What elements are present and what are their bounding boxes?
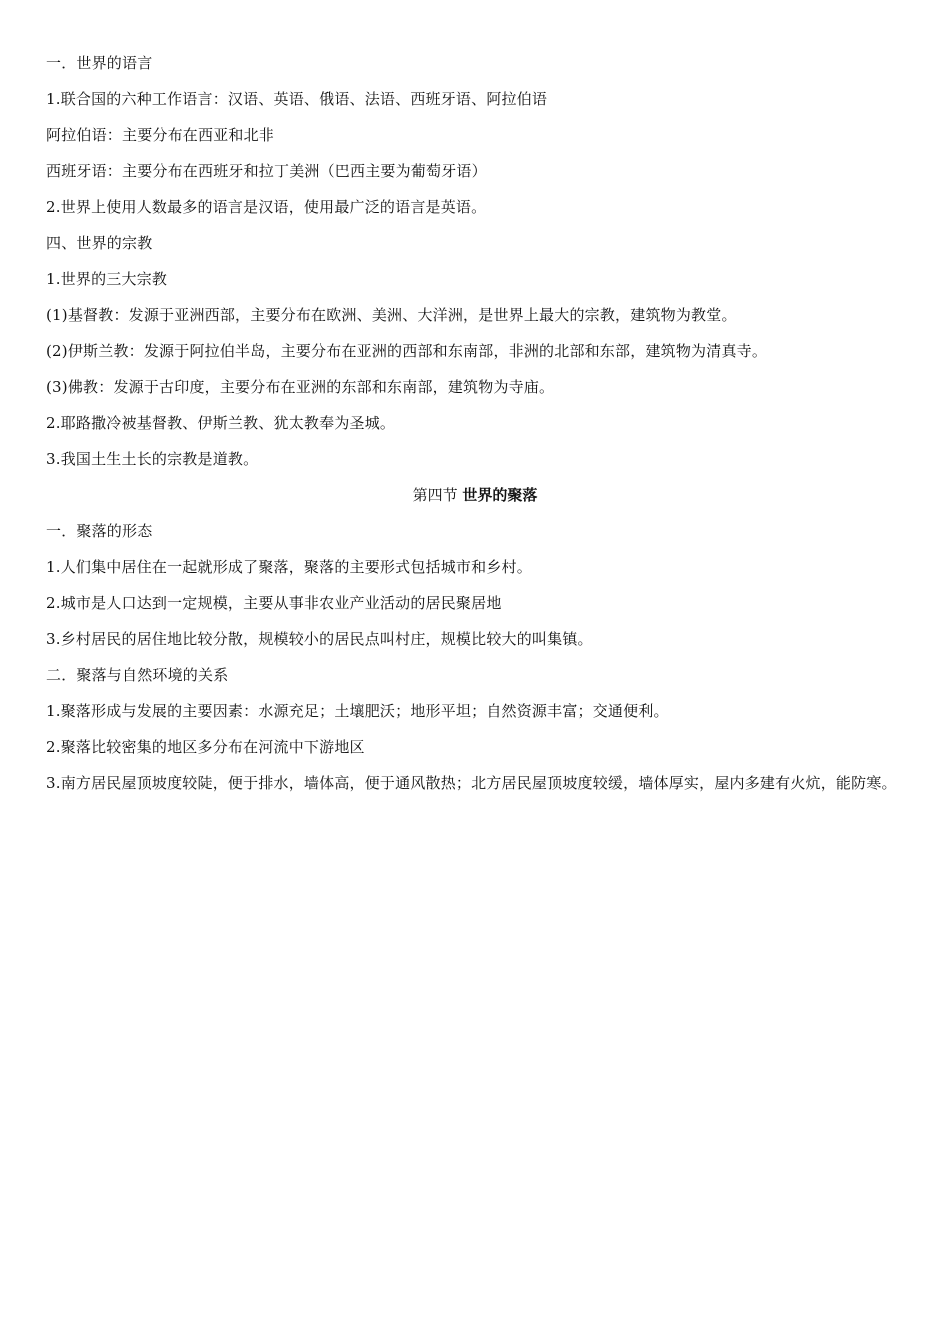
heading-settlement-forms: 一．聚落的形态: [46, 522, 153, 540]
paragraph-three-religions: 1.世界的三大宗教: [46, 270, 168, 288]
paragraph-most-spoken: 2.世界上使用人数最多的语言是汉语，使用最广泛的语言是英语。: [46, 198, 487, 216]
paragraph-village: 3.乡村居民的居住地比较分散，规模较小的居民点叫村庄，规模比较大的叫集镇。: [46, 630, 593, 648]
paragraph-jerusalem: 2.耶路撒冷被基督教、伊斯兰教、犹太教奉为圣城。: [46, 414, 396, 432]
heading-world-religions: 四、世界的宗教: [46, 234, 153, 252]
paragraph-christianity: (1)基督教：发源于亚洲西部，主要分布在欧洲、美洲、大洋洲，是世界上最大的宗教，建筑物为教堂。: [46, 306, 737, 324]
paragraph-arabic: 阿拉伯语：主要分布在西亚和北非: [46, 126, 275, 144]
heading-world-languages: 一．世界的语言: [46, 54, 153, 72]
paragraph-taoism: 3.我国土生土长的宗教是道教。: [46, 450, 259, 468]
section-prefix: 第四节: [412, 486, 458, 504]
paragraph-settlement-factors: 1.聚落形成与发展的主要因素：水源充足；土壤肥沃；地形平坦；自然资源丰富；交通便利。: [46, 702, 669, 720]
paragraph-housing-north-south: 3.南方居民屋顶坡度较陡，便于排水，墙体高，便于通风散热；北方居民屋顶坡度较缓，墙体厚实，屋内多建有火炕，能防寒。: [46, 774, 897, 792]
paragraph-un-languages: 1.联合国的六种工作语言：汉语、英语、俄语、法语、西班牙语、阿拉伯语: [46, 90, 548, 108]
paragraph-settlement-definition: 1.人们集中居住在一起就形成了聚落，聚落的主要形式包括城市和乡村。: [46, 558, 532, 576]
section-title: 世界的聚落: [462, 486, 538, 504]
paragraph-settlement-distribution: 2.聚落比较密集的地区多分布在河流中下游地区: [46, 738, 365, 756]
paragraph-spanish: 西班牙语：主要分布在西班牙和拉丁美洲（巴西主要为葡萄牙语）: [46, 162, 487, 180]
paragraph-islam: (2)伊斯兰教：发源于阿拉伯半岛，主要分布在亚洲的西部和东南部，非洲的北部和东部，建筑物为清真寺。: [46, 342, 768, 360]
paragraph-city: 2.城市是人口达到一定规模，主要从事非农业产业活动的居民聚居地: [46, 594, 502, 612]
paragraph-buddhism: (3)佛教：发源于古印度，主要分布在亚洲的东部和东南部，建筑物为寺庙。: [46, 378, 555, 396]
heading-settlement-environment: 二．聚落与自然环境的关系: [46, 666, 229, 684]
section-heading: [0, 484, 950, 506]
